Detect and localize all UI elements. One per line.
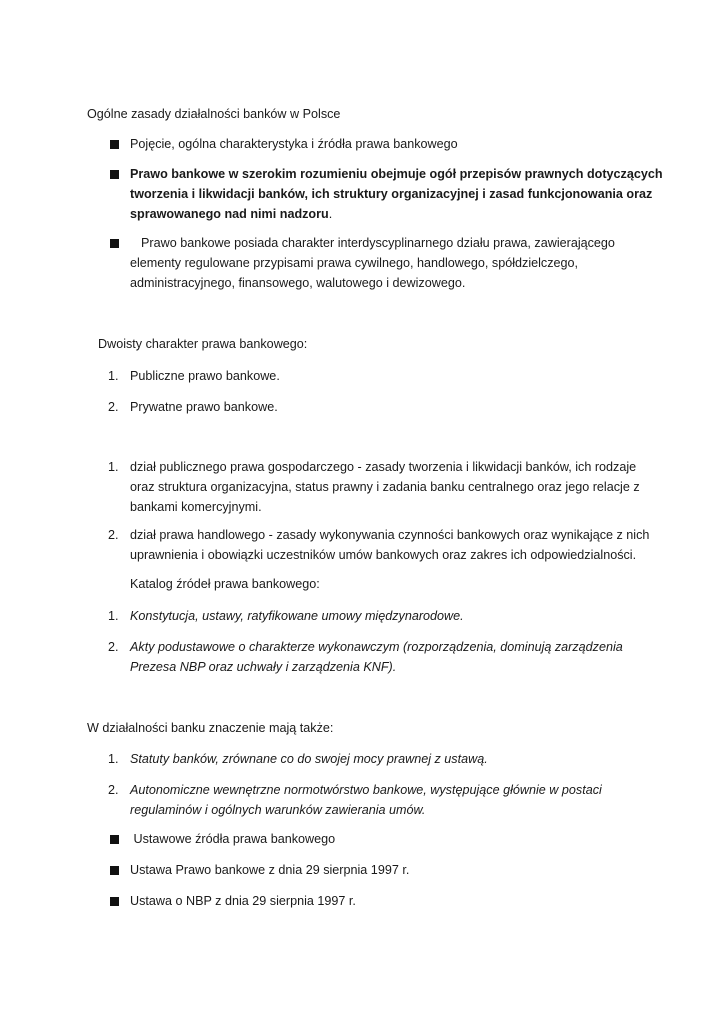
bullet-item-interdisciplinary-line-2: elementy regulowane przypisami prawa cywilnego, handlowego, spółdzielczego, [130,256,579,270]
bullet-item-sources: Pojęcie, ogólna charakterystyka i źródła prawa bankowego [130,137,458,151]
list-number: 2. [108,783,119,797]
detail-item-2-line-2: uprawnienia i obowiązki uczestników umów bankowych oraz zakres ich odpowiedzialności. [130,548,637,562]
list-number: 1. [108,609,119,623]
catalog-heading: Katalog źródeł prawa bankowego: [130,577,320,591]
bullet-marker [110,866,119,875]
detail-item-2-line-1: dział prawa handlowego - zasady wykonywania czynności bankowych oraz wynikające z nich [130,528,650,542]
list-number: 2. [108,640,119,654]
catalog-item-2-line-1: Akty podustawowe o charakterze wykonawczym (rozporządzenia, dominują zarządzenia [130,640,623,654]
bullet-item-nbp-act: Ustawa o NBP z dnia 29 sierpnia 1997 r. [130,894,356,908]
detail-item-1-line-1: dział publicznego prawa gospodarczego - zasady tworzenia i likwidacji banków, ich rodzaje [130,460,637,474]
list-number: 2. [108,528,119,542]
detail-item-1-line-2: oraz struktura organizacyjna, status prawny i zadania banku centralnego oraz jego relacje z [130,480,640,494]
document-title: Ogólne zasady działalności banków w Polsce [87,107,341,121]
dual-heading: Dwoisty charakter prawa bankowego: [98,337,308,351]
list-number: 1. [108,369,119,383]
bullet-item-banking-act: Ustawa Prawo bankowe z dnia 29 sierpnia 1997 r. [130,863,410,877]
list-number: 2. [108,400,119,414]
list-number: 1. [108,460,119,474]
bullet-marker [110,140,119,149]
list-item-public-law: Publiczne prawo bankowe. [130,369,280,383]
activity-item-2-line-1: Autonomiczne wewnętrzne normotwórstwo bankowe, występujące głównie w postaci [130,783,602,797]
activity-item-2-line-2: regulaminów i ogólnych warunków zawierania umów. [130,803,426,817]
list-number: 1. [108,752,119,766]
activity-heading: W działalności banku znaczenie mają także: [87,721,334,735]
bullet-item-interdisciplinary-line-1: Prawo bankowe posiada charakter interdyscyplinarnego działu prawa, zawierającego [134,236,615,250]
bullet-item-statutory-sources: Ustawowe źródła prawa bankowego [130,832,336,846]
list-item-private-law: Prywatne prawo bankowe. [130,400,278,414]
definition-bold-text: sprawowanego nad nimi nadzoru [130,207,329,221]
bullet-item-definition-line-1: Prawo bankowe w szerokim rozumieniu obejmuje ogół przepisów prawnych dotyczących [130,167,663,181]
bullet-marker [110,170,119,179]
bullet-marker [110,897,119,906]
bullet-item-interdisciplinary-line-3: administracyjnego, finansowego, walutowego i dewizowego. [130,276,466,290]
bullet-marker [110,239,119,248]
detail-item-1-line-3: bankami komercyjnymi. [130,500,262,514]
catalog-item-2-line-2: Prezesa NBP oraz uchwały i zarządzenia KNF). [130,660,397,674]
bullet-marker [110,835,119,844]
definition-period: . [328,207,333,221]
bullet-item-definition-line-3 [130,204,332,224]
bullet-item-definition-line-2: tworzenia i likwidacji banków, ich struktury organizacyjnej i zasad funkcjonowania oraz [130,187,653,201]
activity-item-1: Statuty banków, zrównane co do swojej mocy prawnej z ustawą. [130,752,488,766]
catalog-item-1: Konstytucja, ustawy, ratyfikowane umowy międzynarodowe. [130,609,464,623]
